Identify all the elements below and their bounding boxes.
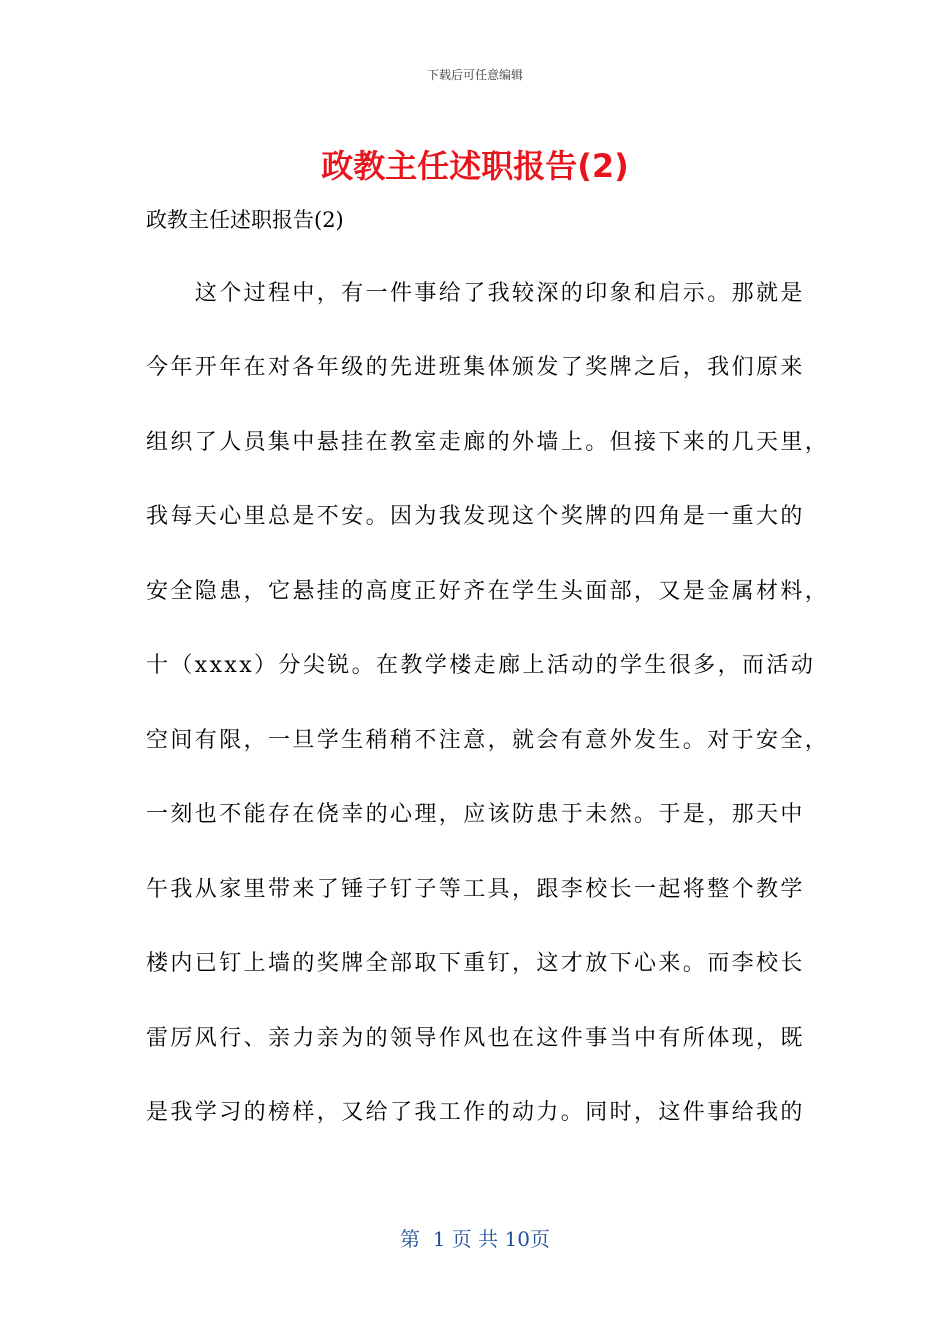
body-line: 我每天心里总是不安。因为我发现这个奖牌的四角是一重大的 <box>146 504 805 529</box>
body-line: 今年开年在对各年级的先进班集体颁发了奖牌之后，我们原来 <box>146 355 805 380</box>
body-line: 是我学习的榜样，又给了我工作的动力。同时，这件事给我的 <box>146 1100 805 1125</box>
body-line: 午我从家里带来了锤子钉子等工具，跟李校长一起将整个教学 <box>146 877 805 902</box>
body-line: 楼内已钉上墙的奖牌全部取下重钉，这才放下心来。而李校长 <box>146 951 805 976</box>
body-line: 这个过程中，有一件事给了我较深的印象和启示。那就是 <box>146 281 805 306</box>
header-note: 下载后可任意编辑 <box>426 68 523 82</box>
body-line: 空间有限，一旦学生稍稍不注意，就会有意外发生。对于安全， <box>146 728 830 753</box>
body-line: 安全隐患，它悬挂的高度正好齐在学生头面部，又是金属材料， <box>146 579 830 604</box>
body-line: 一刻也不能存在侥幸的心理，应该防患于未然。于是，那天中 <box>146 802 805 827</box>
body-line: 十（xxxx）分尖锐。在教学楼走廊上活动的学生很多，而活动 <box>146 653 816 678</box>
page-number-footer: 第 1 页 共 10页 <box>400 1227 550 1251</box>
document-title: 政教主任述职报告(2) <box>321 147 629 185</box>
document-subtitle: 政教主任述职报告(2) <box>146 208 344 232</box>
body-line: 组织了人员集中悬挂在教室走廊的外墙上。但接下来的几天里， <box>146 430 830 455</box>
body-line: 雷厉风行、亲力亲为的领导作风也在这件事当中有所体现，既 <box>146 1026 805 1051</box>
